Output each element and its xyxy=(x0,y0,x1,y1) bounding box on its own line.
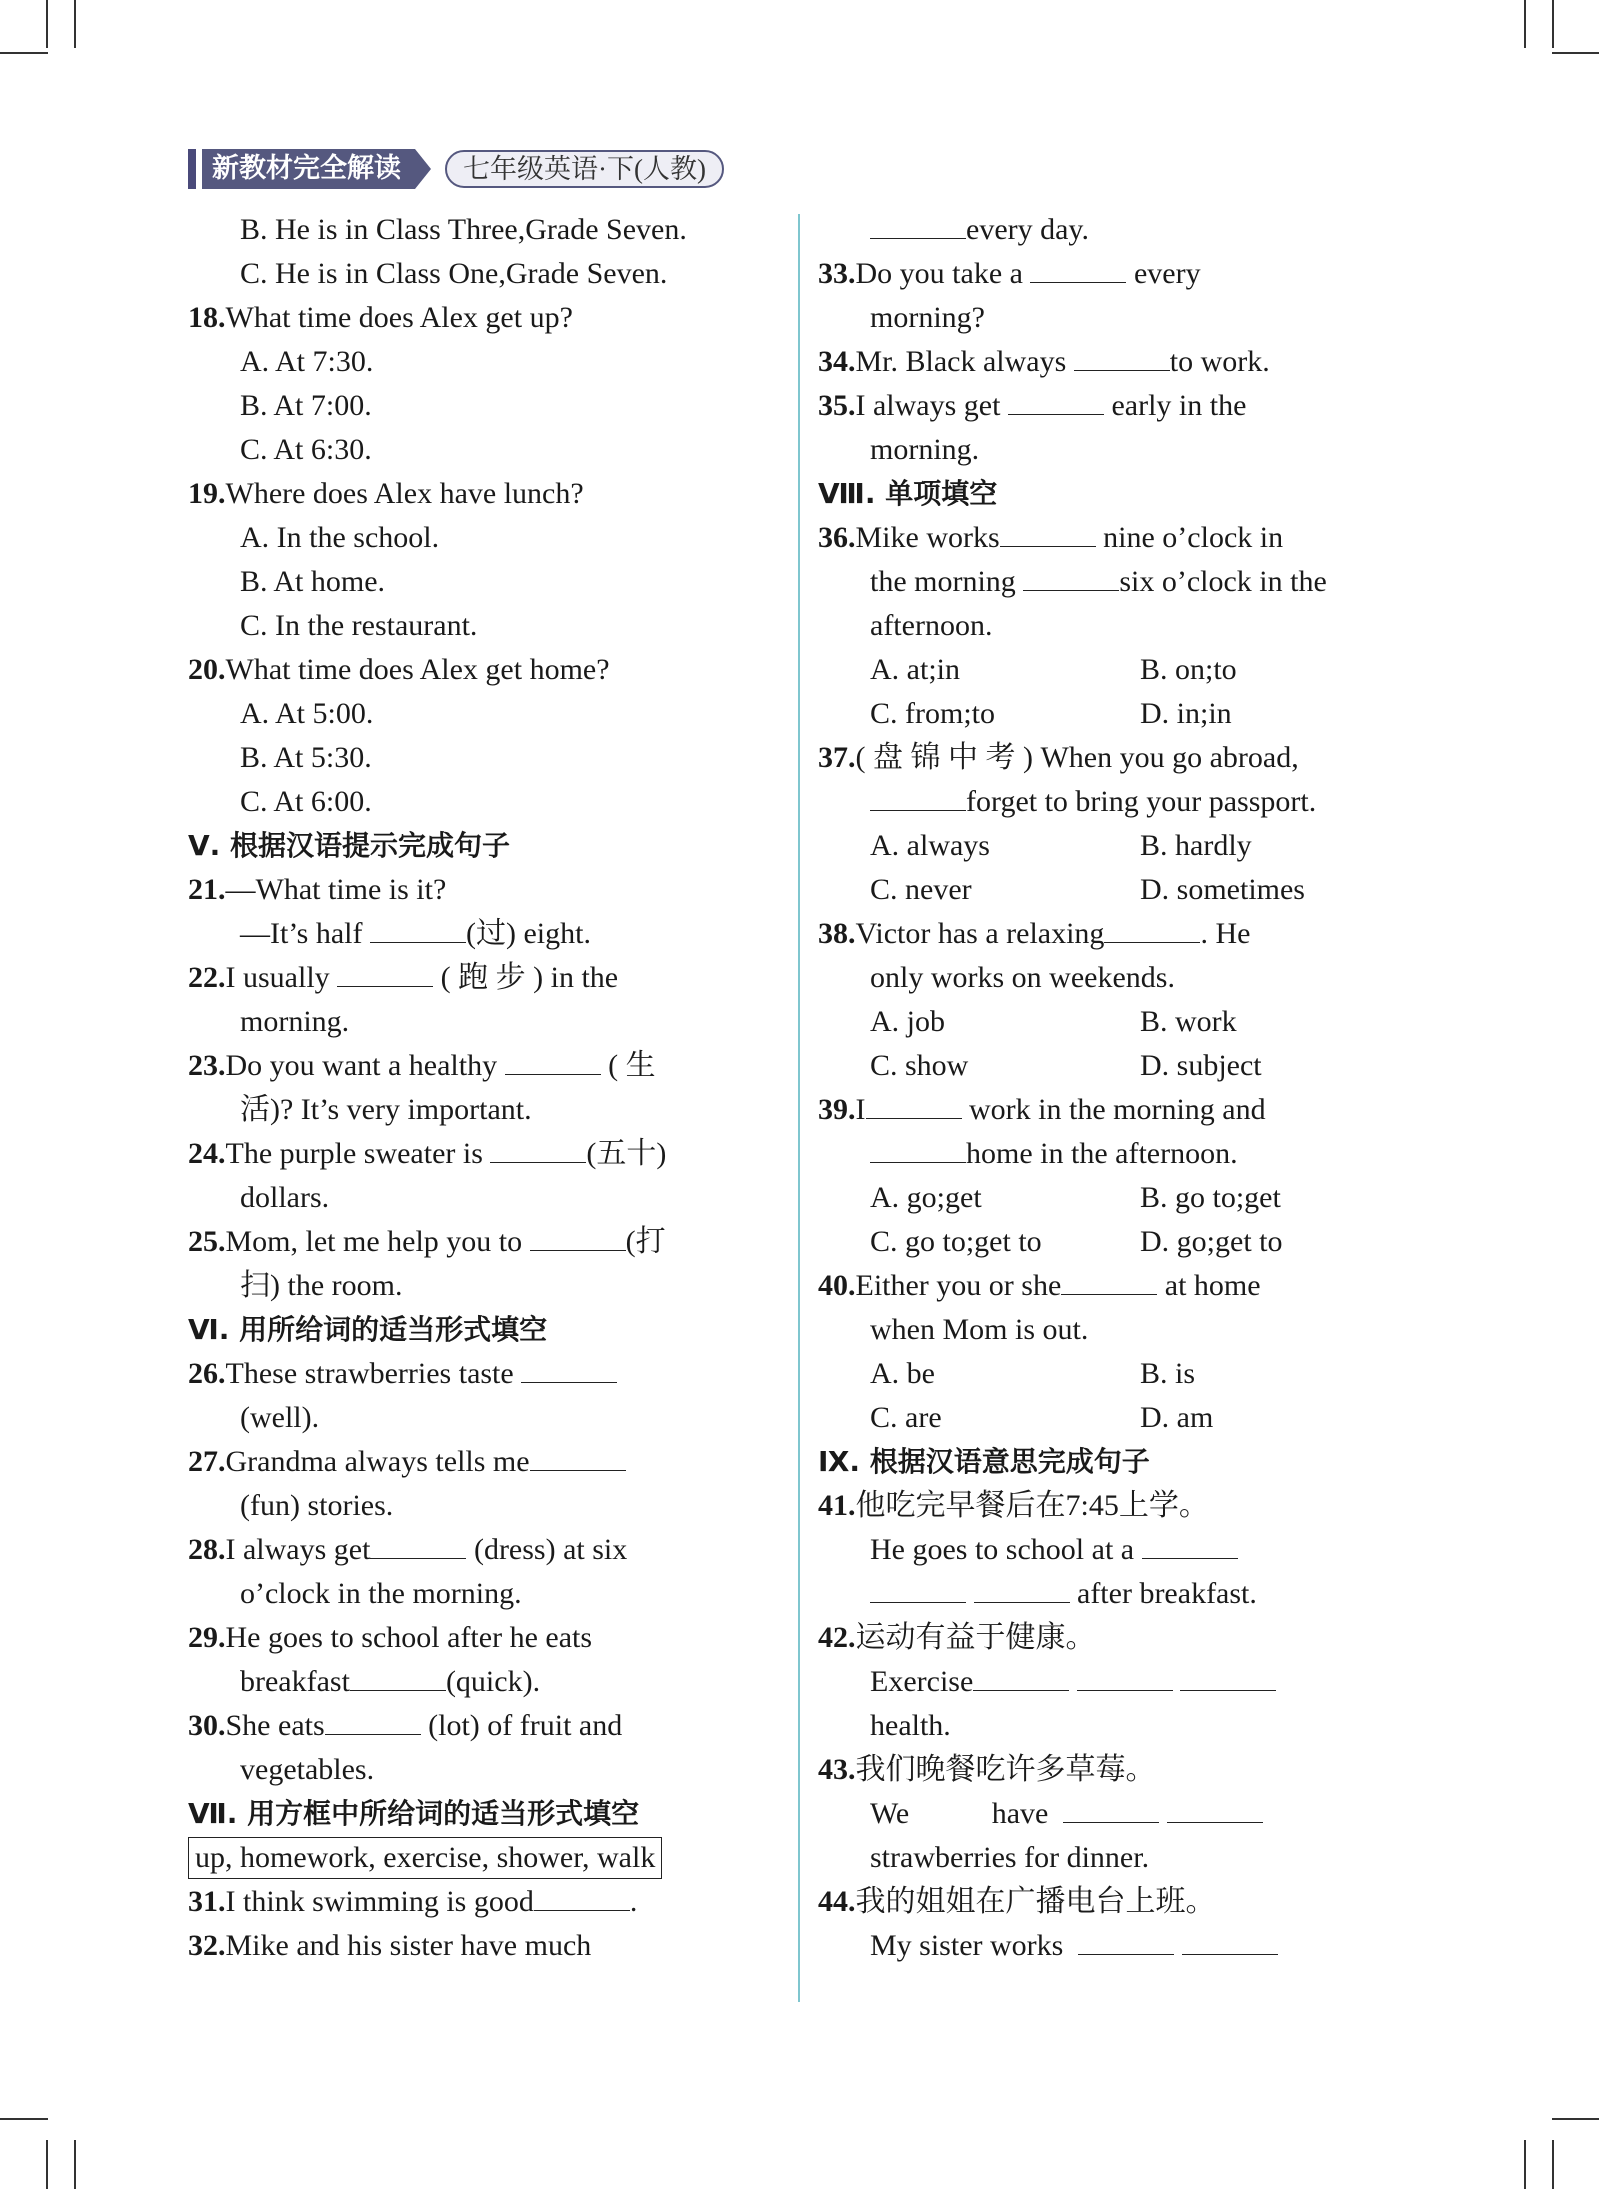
line-text: have xyxy=(991,1797,1049,1830)
answer-blank[interactable] xyxy=(870,1572,966,1603)
question-text: —What time is it? xyxy=(225,873,447,906)
question-number: 41. xyxy=(818,1489,856,1522)
option-row xyxy=(818,648,1410,692)
question-text-tail: nine o’clock in xyxy=(1095,521,1284,554)
header-bar xyxy=(188,149,196,189)
continuation-line xyxy=(188,912,824,956)
question-text-tail: (五十) xyxy=(586,1137,667,1170)
answer-blank[interactable] xyxy=(1180,1660,1276,1691)
line-text: health. xyxy=(870,1709,951,1742)
question-line xyxy=(818,1880,1410,1924)
question-text: Where does Alex have lunch? xyxy=(225,477,584,510)
section-heading: Ⅵ. 用所给词的适当形式填空 xyxy=(188,1313,548,1346)
question-text: These strawberries taste xyxy=(225,1357,522,1390)
line-text: Exercise xyxy=(870,1665,974,1698)
crop-mark xyxy=(74,2140,76,2189)
question-line xyxy=(818,252,1410,296)
question-line xyxy=(818,1484,1410,1528)
question-text: What time does Alex get up? xyxy=(225,301,573,334)
crop-mark xyxy=(1524,2140,1526,2189)
option-row xyxy=(818,692,1410,736)
answer-blank[interactable] xyxy=(866,1088,962,1119)
question-number: 25. xyxy=(188,1225,226,1258)
answer-blank[interactable] xyxy=(337,956,433,987)
question-number: 23. xyxy=(188,1049,226,1082)
question-number: 31. xyxy=(188,1885,226,1918)
option-b: D. am xyxy=(1140,1401,1214,1434)
option-row xyxy=(818,1352,1410,1396)
line-text: only works on weekends. xyxy=(870,961,1175,994)
answer-blank[interactable] xyxy=(325,1704,421,1735)
crop-mark xyxy=(1552,52,1599,54)
spacer xyxy=(909,1797,992,1830)
question-line xyxy=(818,516,1410,560)
question-text-tail: (dress) at six xyxy=(466,1533,628,1566)
answer-blank[interactable] xyxy=(1030,252,1126,283)
crop-mark xyxy=(0,52,48,54)
question-text-tail: ( 跑 步 ) in the xyxy=(433,961,619,994)
question-number: 42. xyxy=(818,1621,856,1654)
continuation-line xyxy=(188,1000,824,1044)
option-row xyxy=(818,1396,1410,1440)
question-number: 37. xyxy=(818,741,856,774)
question-line xyxy=(188,1880,824,1924)
question-number: 28. xyxy=(188,1533,226,1566)
question-line xyxy=(188,1044,824,1088)
answer-blank[interactable] xyxy=(870,208,966,239)
question-text: Either you or she xyxy=(855,1269,1062,1302)
option-b: B. work xyxy=(1140,1005,1237,1038)
word-box: up, homework, exercise, shower, walk xyxy=(188,1837,662,1879)
answer-blank[interactable] xyxy=(1104,912,1200,943)
question-line xyxy=(818,736,1410,780)
question-text: I usually xyxy=(225,961,338,994)
option-line: A. At 5:00. xyxy=(240,697,374,730)
spacer xyxy=(1173,1665,1181,1698)
page-header xyxy=(188,148,724,190)
continuation-line xyxy=(818,1528,1410,1572)
question-text-tail: ( 生 xyxy=(600,1049,656,1082)
question-text-tail: to work. xyxy=(1169,345,1270,378)
question-line xyxy=(818,1088,1410,1132)
question-text-tail: at home xyxy=(1157,1269,1261,1302)
question-number: 18. xyxy=(188,301,226,334)
question-text: She eats xyxy=(225,1709,325,1742)
question-number: 38. xyxy=(818,917,856,950)
question-number: 39. xyxy=(818,1093,856,1126)
option-b: B. on;to xyxy=(1140,653,1237,686)
answer-blank[interactable] xyxy=(973,1660,1069,1691)
option-a: A. at;in xyxy=(870,653,960,686)
continuation-line xyxy=(818,1308,1410,1352)
question-text: I always get xyxy=(225,1533,371,1566)
option-line: C. In the restaurant. xyxy=(240,609,478,642)
answer-blank[interactable] xyxy=(1077,1660,1173,1691)
continuation-line xyxy=(188,1660,824,1704)
continuation-line xyxy=(818,956,1410,1000)
line-text: 扫) the room. xyxy=(240,1269,403,1302)
continuation-line xyxy=(818,604,1410,648)
option-line: B. At 7:00. xyxy=(240,389,372,422)
option-a: C. are xyxy=(870,1401,942,1434)
answer-blank[interactable] xyxy=(870,780,966,811)
question-number: 21. xyxy=(188,873,226,906)
question-number: 33. xyxy=(818,257,856,290)
question-line xyxy=(188,1220,824,1264)
line-text: vegetables. xyxy=(240,1753,375,1786)
question-number: 26. xyxy=(188,1357,226,1390)
option-a: C. never xyxy=(870,873,972,906)
question-line xyxy=(818,1616,1410,1660)
option-row xyxy=(818,1000,1410,1044)
answer-blank[interactable] xyxy=(1063,1792,1159,1823)
header-subtitle: 七年级英语·下(人教) xyxy=(445,150,724,188)
option-b: B. go to;get xyxy=(1140,1181,1281,1214)
answer-blank[interactable] xyxy=(1078,1924,1174,1955)
line-text: strawberries for dinner. xyxy=(870,1841,1150,1874)
option-line: A. At 7:30. xyxy=(240,345,374,378)
option-a: A. job xyxy=(870,1005,945,1038)
answer-blank[interactable] xyxy=(1061,1264,1157,1295)
line-text: —It’s half xyxy=(240,917,370,950)
question-line xyxy=(188,1616,824,1660)
option-line: C. At 6:00. xyxy=(240,785,372,818)
continuation-line xyxy=(818,1132,1410,1176)
question-line xyxy=(818,912,1410,956)
spacer xyxy=(1063,1929,1078,1962)
question-number: 44. xyxy=(818,1885,856,1918)
question-text: What time does Alex get home? xyxy=(225,653,610,686)
continuation-line xyxy=(188,1484,824,1528)
question-number: 19. xyxy=(188,477,226,510)
continuation-line xyxy=(188,1176,824,1220)
option-row xyxy=(818,824,1410,868)
crop-mark xyxy=(1552,2118,1599,2120)
line-text: dollars. xyxy=(240,1181,330,1214)
crop-mark xyxy=(1552,0,1554,48)
question-text: I xyxy=(855,1093,866,1126)
question-line xyxy=(188,956,824,1000)
question-text: The purple sweater is xyxy=(225,1137,491,1170)
line-text: morning? xyxy=(870,301,985,334)
section-heading: Ⅷ. 单项填空 xyxy=(818,477,998,510)
question-number: 40. xyxy=(818,1269,856,1302)
question-line xyxy=(818,1748,1410,1792)
option-b: D. go;get to xyxy=(1140,1225,1283,1258)
line-text: morning. xyxy=(240,1005,350,1038)
line-text-tail: six o’clock in the xyxy=(1119,565,1327,598)
option-line: C. He is in Class One,Grade Seven. xyxy=(240,257,668,290)
question-line xyxy=(188,296,824,340)
question-text: 他吃完早餐后在7:45上学。 xyxy=(855,1489,1209,1522)
crop-mark xyxy=(46,2140,48,2189)
question-line xyxy=(188,648,824,692)
question-text-tail: early in the xyxy=(1103,389,1247,422)
option-b: D. in;in xyxy=(1140,697,1232,730)
question-line xyxy=(818,384,1410,428)
question-text-tail: . xyxy=(629,1885,638,1918)
question-number: 35. xyxy=(818,389,856,422)
section-heading: Ⅸ. 根据汉语意思完成句子 xyxy=(818,1445,1150,1478)
question-line xyxy=(188,472,824,516)
crop-mark xyxy=(1524,0,1526,48)
answer-blank[interactable] xyxy=(530,1440,626,1471)
question-number: 43. xyxy=(818,1753,856,1786)
option-a: C. go to;get to xyxy=(870,1225,1042,1258)
answer-blank[interactable] xyxy=(370,912,466,943)
left-column xyxy=(188,208,824,1968)
option-line: B. He is in Class Three,Grade Seven. xyxy=(240,213,687,246)
question-line xyxy=(188,868,824,912)
question-line xyxy=(188,1924,824,1968)
line-text: breakfast xyxy=(240,1665,350,1698)
crop-mark xyxy=(74,0,76,48)
answer-blank[interactable] xyxy=(1023,560,1119,591)
option-a: C. from;to xyxy=(870,697,995,730)
continuation-line xyxy=(188,1396,824,1440)
option-line: B. At home. xyxy=(240,565,386,598)
continuation-line xyxy=(818,1660,1410,1704)
continuation-line xyxy=(188,1088,824,1132)
crop-mark xyxy=(0,2118,48,2120)
option-row xyxy=(818,1176,1410,1220)
spacer xyxy=(1174,1929,1182,1962)
answer-blank[interactable] xyxy=(530,1220,626,1251)
question-text: I always get xyxy=(855,389,1008,422)
option-a: A. go;get xyxy=(870,1181,982,1214)
option-row xyxy=(818,1220,1410,1264)
answer-blank[interactable] xyxy=(521,1352,617,1383)
question-text: ( 盘 锦 中 考 ) When you go abroad, xyxy=(855,741,1299,774)
answer-blank[interactable] xyxy=(1008,384,1104,415)
question-text: Do you take a xyxy=(855,257,1031,290)
line-text: We xyxy=(870,1797,910,1830)
section-heading: Ⅴ. 根据汉语提示完成句子 xyxy=(188,829,511,862)
question-number: 30. xyxy=(188,1709,226,1742)
continuation-line xyxy=(818,428,1410,472)
continuation-line xyxy=(818,1836,1410,1880)
answer-blank[interactable] xyxy=(870,1132,966,1163)
question-number: 32. xyxy=(188,1929,226,1962)
line-text: My sister works xyxy=(870,1929,1064,1962)
question-text: Mr. Black always xyxy=(855,345,1074,378)
question-number: 29. xyxy=(188,1621,226,1654)
answer-blank[interactable] xyxy=(1182,1924,1278,1955)
answer-blank[interactable] xyxy=(350,1660,446,1691)
continuation-line xyxy=(818,208,1410,252)
continuation-line xyxy=(188,1748,824,1792)
question-text: Do you want a healthy xyxy=(225,1049,505,1082)
answer-blank[interactable] xyxy=(1142,1528,1238,1559)
question-text-tail: (lot) of fruit and xyxy=(420,1709,623,1742)
line-text-tail: after breakfast. xyxy=(1069,1577,1257,1610)
answer-blank[interactable] xyxy=(1000,516,1096,547)
spacer xyxy=(1048,1797,1063,1830)
answer-blank[interactable] xyxy=(370,1528,466,1559)
question-number: 20. xyxy=(188,653,226,686)
line-text: 活)? It’s very important. xyxy=(240,1093,532,1126)
question-text: Mike and his sister have much xyxy=(225,1929,592,1962)
continuation-line xyxy=(818,296,1410,340)
line-text-tail: (quick). xyxy=(445,1665,541,1698)
continuation-line xyxy=(818,1924,1410,1968)
question-number: 27. xyxy=(188,1445,226,1478)
line-text: when Mom is out. xyxy=(870,1313,1089,1346)
question-text-tail: (打 xyxy=(625,1225,666,1258)
section-heading: Ⅶ. 用方框中所给词的适当形式填空 xyxy=(188,1797,640,1830)
question-line xyxy=(188,1440,824,1484)
answer-blank[interactable] xyxy=(490,1132,586,1163)
line-text-tail: home in the afternoon. xyxy=(966,1137,1238,1170)
crop-mark xyxy=(46,0,48,48)
question-text-tail: work in the morning and xyxy=(961,1093,1266,1126)
option-line: B. At 5:30. xyxy=(240,741,372,774)
option-a: A. always xyxy=(870,829,990,862)
line-text: (fun) stories. xyxy=(240,1489,394,1522)
option-row xyxy=(818,868,1410,912)
header-brand: 新教材完全解读 xyxy=(202,149,415,189)
question-text: 我们晚餐吃许多草莓。 xyxy=(855,1753,1156,1786)
question-text: 我的姐姐在广播电台上班。 xyxy=(855,1885,1216,1918)
continuation-line xyxy=(818,780,1410,824)
question-text-tail: . He xyxy=(1200,917,1251,950)
answer-blank[interactable] xyxy=(1074,340,1170,371)
header-arrow xyxy=(415,149,431,189)
question-text-tail: every xyxy=(1126,257,1201,290)
line-text: afternoon. xyxy=(870,609,993,642)
right-column xyxy=(818,208,1410,1968)
option-line: C. At 6:30. xyxy=(240,433,372,466)
answer-blank[interactable] xyxy=(1167,1792,1263,1823)
spacer xyxy=(966,1577,974,1610)
question-text: He goes to school after he eats xyxy=(225,1621,593,1654)
line-text-tail: every day. xyxy=(966,213,1089,246)
option-a: A. be xyxy=(870,1357,935,1390)
question-text: I think swimming is good xyxy=(225,1885,534,1918)
question-number: 22. xyxy=(188,961,226,994)
question-number: 36. xyxy=(818,521,856,554)
continuation-line xyxy=(188,1572,824,1616)
question-line xyxy=(188,1352,824,1396)
question-line xyxy=(188,1132,824,1176)
word-box-line xyxy=(188,1836,824,1880)
question-text: Mike works xyxy=(855,521,1000,554)
line-text: o’clock in the morning. xyxy=(240,1577,522,1610)
question-number: 34. xyxy=(818,345,856,378)
spacer xyxy=(1159,1797,1167,1830)
question-line xyxy=(188,1704,824,1748)
line-text: (well). xyxy=(240,1401,320,1434)
line-text: the morning xyxy=(870,565,1024,598)
line-text-tail: (过) eight. xyxy=(465,917,591,950)
option-b: B. hardly xyxy=(1140,829,1252,862)
continuation-line xyxy=(818,1792,1410,1836)
question-line xyxy=(818,1264,1410,1308)
line-text: He goes to school at a xyxy=(870,1533,1142,1566)
option-b: D. sometimes xyxy=(1140,873,1305,906)
answer-blank[interactable] xyxy=(534,1880,630,1911)
answer-blank[interactable] xyxy=(505,1044,601,1075)
question-line xyxy=(818,340,1410,384)
question-text: 运动有益于健康。 xyxy=(855,1621,1096,1654)
line-text: morning. xyxy=(870,433,980,466)
question-text: Grandma always tells me xyxy=(225,1445,530,1478)
question-line xyxy=(188,1528,824,1572)
option-b: D. subject xyxy=(1140,1049,1262,1082)
spacer xyxy=(1069,1665,1077,1698)
continuation-line xyxy=(818,1572,1410,1616)
continuation-line xyxy=(818,560,1410,604)
option-line: A. In the school. xyxy=(240,521,440,554)
crop-mark xyxy=(1552,2140,1554,2189)
answer-blank[interactable] xyxy=(974,1572,1070,1603)
question-text: Mom, let me help you to xyxy=(225,1225,530,1258)
line-text-tail: forget to bring your passport. xyxy=(966,785,1317,818)
option-a: C. show xyxy=(870,1049,969,1082)
continuation-line xyxy=(818,1704,1410,1748)
question-text: Victor has a relaxing xyxy=(855,917,1105,950)
option-row xyxy=(818,1044,1410,1088)
option-b: B. is xyxy=(1140,1357,1196,1390)
question-number: 24. xyxy=(188,1137,226,1170)
continuation-line xyxy=(188,1264,824,1308)
